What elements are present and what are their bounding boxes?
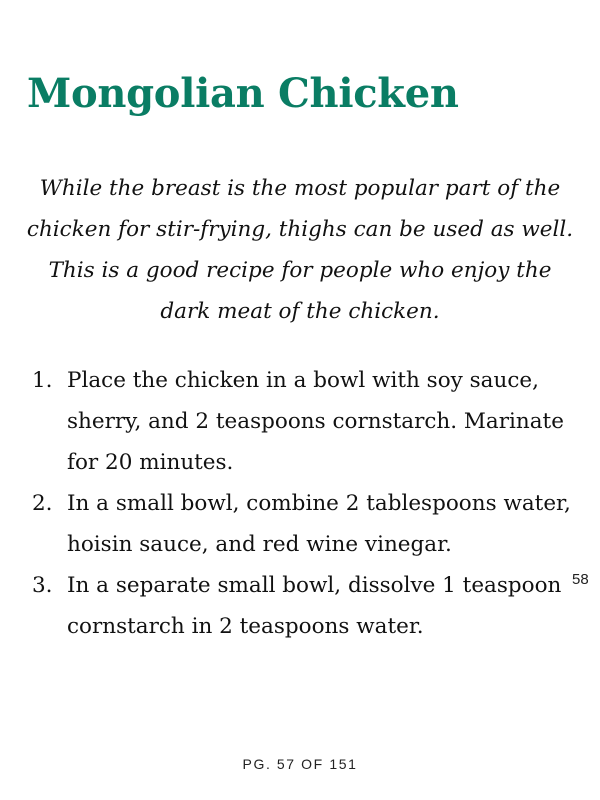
recipe-title: Mongolian Chicken — [27, 70, 459, 117]
recipe-steps — [32, 360, 582, 647]
step-number: 2. — [32, 491, 53, 516]
recipe-step — [32, 483, 582, 565]
recipe-intro: While the breast is the most popular part of the chicken for stir-frying, thighs can be used as well. This is a good recipe for people who enjoy the dark meat of the chicken. — [26, 176, 574, 324]
step-number: 3. — [32, 573, 53, 598]
step-text: In a small bowl, combine 2 tablespoons water, hoisin sauce, and red wine vinegar. — [67, 491, 571, 557]
page-indicator: PG. 57 OF 151 — [242, 756, 358, 772]
step-text: In a separate small bowl, dissolve 1 teaspoon cornstarch in 2 teaspoons water. — [67, 573, 562, 639]
recipe-step — [32, 360, 582, 483]
recipe-step — [32, 565, 582, 647]
print-page-marker: 58 — [572, 571, 589, 588]
step-text: Place the chicken in a bowl with soy sauce, sherry, and 2 teaspoons cornstarch. Marinate for 20 minutes. — [67, 368, 564, 475]
step-number: 1. — [32, 368, 53, 393]
